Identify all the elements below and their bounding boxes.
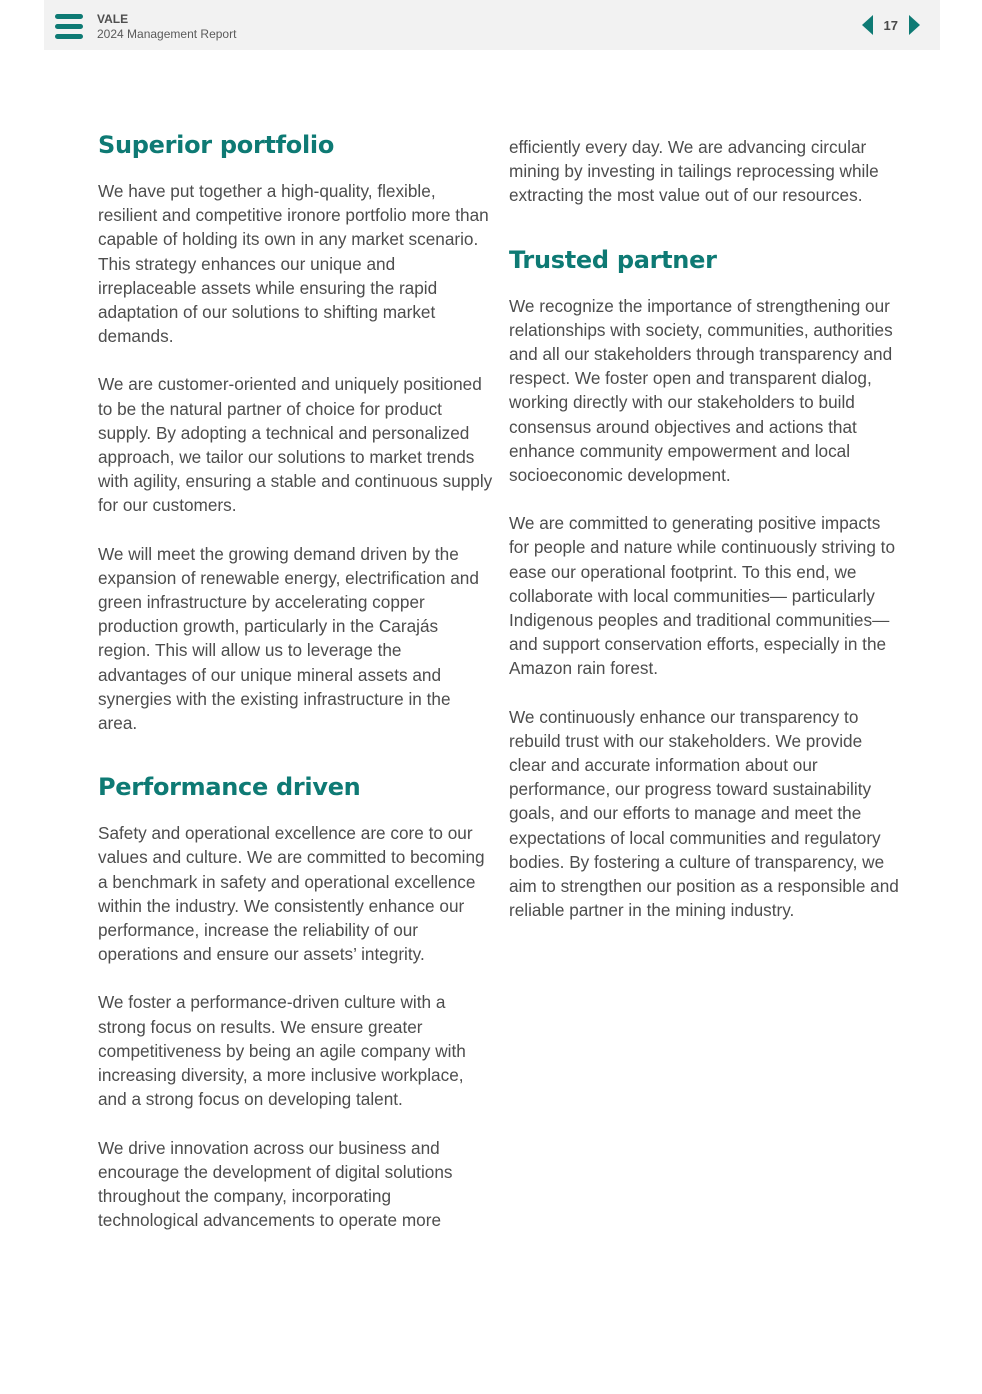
paragraph: We foster a performance-driven culture with a strong focus on results. We ensure greater competitiveness by being an agile company with increasing diversity, a more inclusive workplace, and a strong focus on developing talent. bbox=[98, 992, 466, 1110]
prev-page-icon[interactable] bbox=[862, 15, 873, 35]
section-performance-driven bbox=[98, 770, 493, 1232]
paragraph: We continuously enhance our transparency to rebuild trust with our stakeholders. We provide clear and accurate information about our performance, our progress toward sustainability goals, and our efforts to manage and meet the expectations of local communities and regulatory bodies. By fostering a culture of transparency, we aim to strengthen our position as a responsible and reliable partner in the mining industry. bbox=[509, 706, 899, 921]
right-column bbox=[509, 128, 904, 922]
section-heading: Superior portfolio bbox=[98, 131, 335, 159]
report-brand bbox=[97, 12, 236, 42]
paragraph: We recognize the importance of strengthening our relationships with society, communities, authorities and all our stakeholders through transparency and respect. We foster open and transparent dialog, working directly with our stakeholders to build consensus around objectives and actions that enhance community empowerment and local socioeconomic development. bbox=[509, 295, 893, 486]
paragraph: We are customer-oriented and uniquely positioned to be the natural partner of choice for product supply. By adopting a technical and personalized approach, we tailor our solutions to market trends with agility, ensuring a stable and continuous supply for our customers. bbox=[98, 374, 493, 516]
page-number: 17 bbox=[883, 17, 898, 33]
paragraph: We drive innovation across our business and encourage the development of digital solutions throughout the company, incorporating technological advancements to operate more bbox=[98, 1137, 453, 1231]
report-subtitle: 2024 Management Report bbox=[97, 27, 237, 41]
section-superior-portfolio bbox=[98, 128, 493, 735]
section-heading: Trusted partner bbox=[509, 245, 717, 274]
top-navigation-bar bbox=[44, 0, 940, 50]
paragraph: We will meet the growing demand driven by the expansion of renewable energy, electrification and green infrastructure by accelerating copper production growth, particularly in the Carajás region. This will allow us to leverage the advantages of our unique mineral assets and synergies with the existing infrastructure in the area. bbox=[98, 543, 479, 734]
paragraph: We are committed to generating positive impacts for people and nature while continuously striving to ease our operational footprint. To this end, we collaborate with local communities— particularly Indigenous peoples and traditional communities—and support conservation efforts, especially in the Amazon rain forest. bbox=[509, 513, 895, 679]
paragraph: Safety and operational excellence are core to our values and culture. We are committed to becoming a benchmark in safety and operational excellence within the industry. We consistently enhance our performance, increase the reliability of our operations and ensure our assets’ integrity. bbox=[98, 823, 485, 965]
page-navigator bbox=[862, 15, 920, 35]
next-page-icon[interactable] bbox=[909, 15, 920, 35]
section-heading: Performance driven bbox=[98, 773, 361, 802]
paragraph-continuation: efficiently every day. We are advancing circular mining by investing in tailings reprocessing while extracting the most value out of our resources. bbox=[509, 137, 879, 206]
brand-name: VALE bbox=[97, 12, 129, 26]
menu-icon[interactable] bbox=[55, 14, 83, 40]
section-trusted-partner bbox=[509, 243, 904, 923]
left-column bbox=[98, 128, 493, 1232]
paragraph: We have put together a high-quality, flexible, resilient and competitive ironore portfolio more than capable of holding its own in any market scenario. This strategy enhances our unique and irreplaceable assets while ensuring the rapid adaptation of our solutions to shifting market demands. bbox=[98, 181, 489, 347]
